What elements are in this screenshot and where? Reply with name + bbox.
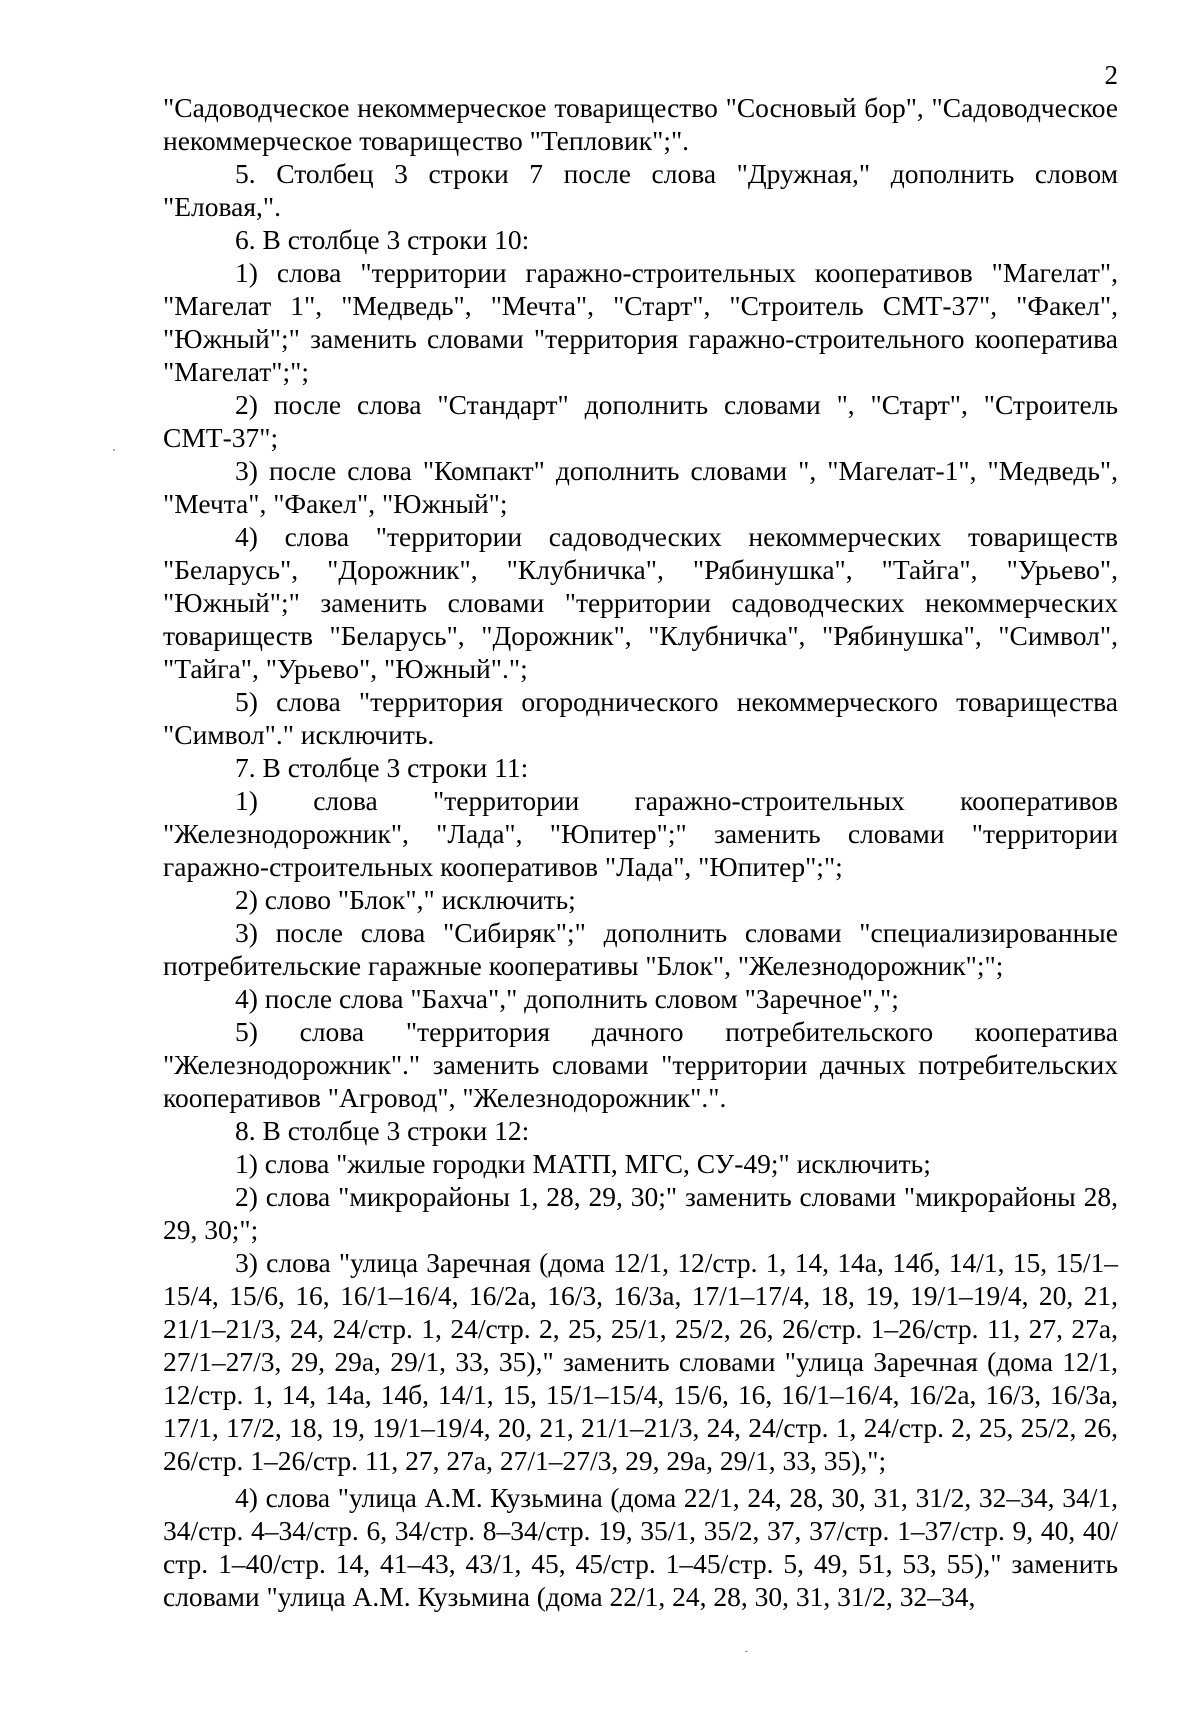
paragraph-item-8-heading: 8. В столбце 3 строки 12:	[235, 1115, 530, 1146]
paragraph-item-6-5: 5) слова "территория огороднического некоммерческого товарищества "Символ"." исключить.	[163, 686, 1118, 750]
page-number: 2	[1104, 60, 1118, 90]
paragraph-item-7-3: 3) после слова "Сибиряк";" дополнить словами "специализированные потребительские гаражные кооперативы "Блок", "Железнодорожник";";	[163, 917, 1118, 981]
paragraph-item-6-2: 2) после слова "Стандарт" дополнить словами ", "Старт", "Строитель СМТ-37";	[163, 389, 1118, 453]
paragraph-item-7-5: 5) слова "территория дачного потребительского кооператива "Железнодорожник"." заменить словами "территории дачных потребительских кооперативов "Агровод", "Железнодорожник".".	[163, 1016, 1118, 1113]
paragraph-item-7-1: 1) слова "территории гаражно-строительных кооперативов "Железнодорожник", "Лада", "Юпитер";" заменить словами "территории гаражно-строительных кооперативов "Лада", "Юпитер";";	[163, 785, 1118, 882]
paragraph-item-8-2: 2) слова "микрорайоны 1, 28, 29, 30;" заменить словами "микрорайоны 28, 29, 30;";	[163, 1181, 1118, 1245]
paragraph-item-6-4: 4) слова "территории садоводческих некоммерческих товариществ "Беларусь", "Дорожник", "Клубничка", "Рябинушка", "Тайга", "Урьево", "Южный";" заменить словами "территории садоводческих некоммерческих товариществ "Беларусь", "Дорожник", "Клубничка", "Рябинушка", "Символ", "Тайга", "Урьево", "Южный".";	[163, 521, 1118, 684]
paragraph-item-6-3: 3) после слова "Компакт" дополнить словами ", "Магелат-1", "Медведь", "Мечта", "Факел", "Южный";	[163, 455, 1118, 519]
document-body	[163, 91, 1118, 1613]
paragraph-item-7-2: 2) слово "Блок"," исключить;	[235, 884, 576, 915]
paragraph-item-7-4: 4) после слова "Бахча"," дополнить словом "Заречное",";	[235, 983, 899, 1014]
paragraph-continuation: "Садоводческое некоммерческое товарищество "Сосновый бор", "Садоводческое некоммерческое товарищество "Тепловик";".	[163, 92, 1118, 156]
scan-speck	[113, 449, 115, 451]
scan-speck	[745, 1651, 748, 1652]
paragraph-item-5: 5. Столбец 3 строки 7 после слова "Дружная," дополнить словом "Еловая,".	[163, 158, 1118, 222]
paragraph-item-8-3: 3) слова "улица Заречная (дома 12/1, 12/стр. 1, 14, 14а, 14б, 14/1, 15, 15/1–15/4, 15/6, 16, 16/1–16/4, 16/2а, 16/3, 16/3а, 17/1–17/4, 18, 19, 19/1–19/4, 20, 21, 21/1–21/3, 24, 24/стр. 1, 24/стр. 2, 25, 25/1, 25/2, 26, 26/стр. 1–26/стр. 11, 27, 27а, 27/1–27/3, 29, 29а, 29/1, 33, 35)," заменить словами "улица Заречная (дома 12/1, 12/стр. 1, 14, 14а, 14б, 14/1, 15, 15/1–15/4, 15/6, 16, 16/1–16/4, 16/2а, 16/3, 16/3а, 17/1, 17/2, 18, 19, 19/1–19/4, 20, 21, 21/1–21/3, 24, 24/стр. 1, 24/стр. 2, 25, 25/2, 26, 26/стр. 1–26/стр. 11, 27, 27а, 27/1–27/3, 29, 29а, 29/1, 33, 35),";	[163, 1247, 1118, 1476]
paragraph-item-7-heading: 7. В столбце 3 строки 11:	[235, 752, 529, 783]
paragraph-item-8-4: 4) слова "улица А.М. Кузьмина (дома 22/1, 24, 28, 30, 31, 31/2, 32–34, 34/1, 34/стр. 4–34/стр. 6, 34/стр. 8–34/стр. 19, 35/1, 35/2, 37, 37/стр. 1–37/стр. 9, 40, 40/стр. 1–40/стр. 14, 41–43, 43/1, 45, 45/стр. 1–45/стр. 5, 49, 51, 53, 55)," заменить словами "улица А.М. Кузьмина (дома 22/1, 24, 28, 30, 31, 31/2, 32–34,	[163, 1482, 1118, 1612]
paragraph-item-6-heading: 6. В столбце 3 строки 10:	[235, 224, 530, 255]
paragraph-item-6-1: 1) слова "территории гаражно-строительных кооперативов "Магелат", "Магелат 1", "Медведь", "Мечта", "Старт", "Строитель СМТ-37", "Факел", "Южный";" заменить словами "территория гаражно-строительного кооператива "Магелат";";	[163, 257, 1118, 387]
paragraph-item-8-1: 1) слова "жилые городки МАТП, МГС, СУ-49;" исключить;	[235, 1148, 931, 1179]
